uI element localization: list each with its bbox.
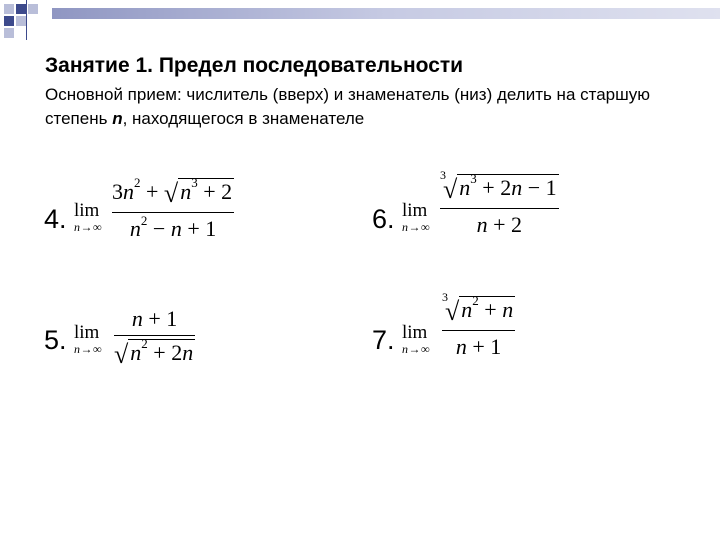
corner-square [16, 4, 26, 14]
description-text: Основной прием: числитель (вверх) и знаменатель (низ) делить на старшую степень [45, 85, 651, 128]
description-text-end: , находящегося в знаменателе [122, 109, 365, 128]
limit-operator [402, 200, 430, 235]
corner-square [16, 16, 26, 26]
limit-operator [402, 322, 430, 357]
problem-number: 4. [44, 204, 67, 234]
fraction [440, 168, 559, 238]
numerator: n + 1 [131, 306, 178, 331]
fraction [442, 290, 515, 360]
fraction-bar [440, 208, 559, 209]
corner-square [4, 16, 14, 26]
lim-word: lim [74, 322, 100, 343]
denominator: n + 1 [455, 334, 502, 360]
lim-word: lim [74, 200, 100, 221]
fraction [112, 175, 234, 242]
slide-title: Занятие 1. Предел последовательности [45, 54, 464, 77]
limit-operator [74, 322, 102, 357]
lim-subscript: n→∞ [74, 220, 103, 234]
corner-square [4, 28, 14, 38]
limit-operator [74, 200, 102, 235]
lim-subscript: n→∞ [74, 342, 103, 356]
denominator: $√n^2 + 2n$ [114, 336, 194, 370]
numerator: $^3√n^2 + n$ [442, 290, 514, 326]
lim-word: lim [402, 200, 428, 221]
problem-number: 7. [372, 325, 395, 355]
corner-line [26, 0, 27, 40]
problem-number: 5. [44, 325, 67, 355]
description-variable: n [112, 109, 123, 128]
slide-description [45, 83, 685, 131]
denominator: n + 2 [476, 212, 523, 238]
header-bar [52, 8, 720, 19]
lim-subscript: n→∞ [402, 220, 431, 234]
fraction [114, 306, 195, 370]
numerator: $^3√n^3 + 2n - 1$ [440, 168, 557, 204]
fraction-bar [442, 330, 515, 331]
numerator: $3n^2 + √n^3 + 2$ [112, 175, 233, 208]
denominator: $n^2 - n + 1$ [129, 213, 217, 242]
fraction-bar [112, 212, 234, 213]
corner-square [28, 4, 38, 14]
fraction-bar [114, 335, 195, 336]
lim-word: lim [402, 322, 428, 343]
corner-decoration [0, 0, 60, 40]
lim-subscript: n→∞ [402, 342, 431, 356]
problem-number: 6. [372, 204, 395, 234]
corner-square [4, 4, 14, 14]
